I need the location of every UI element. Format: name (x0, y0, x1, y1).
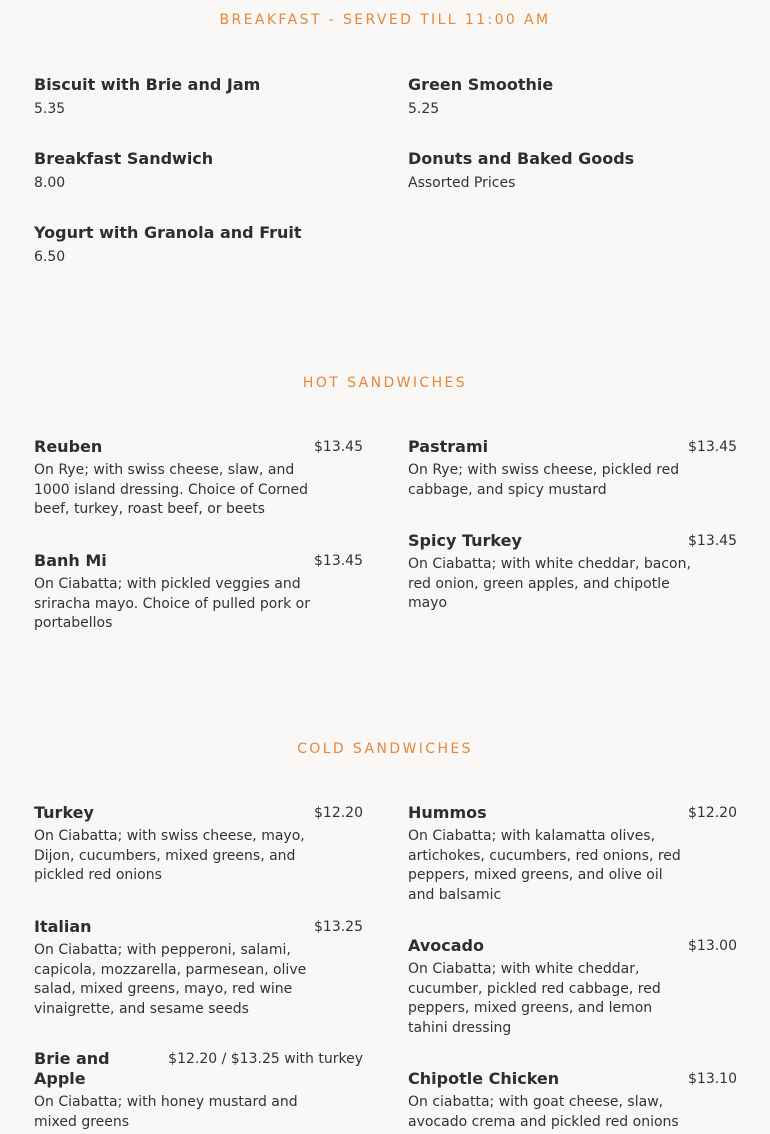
item-description: On Ciabatta; with white cheddar, cucumber, pickled red cabbage, red peppers, mixed greens, and lemon tahini dressing (408, 961, 661, 1036)
item-name: Reuben (34, 437, 103, 456)
item-name: Hummos (408, 803, 487, 822)
menu-item (34, 551, 363, 634)
item-name: Donuts and Baked Goods (408, 149, 635, 168)
item-name: Pastrami (408, 437, 489, 456)
item-description: On Ciabatta; with honey mustard and mixed greens (34, 1094, 298, 1130)
item-price: 8.00 (34, 175, 66, 191)
hot-sandwiches-section-title: HOT SANDWICHES (302, 375, 468, 391)
item-price: $12.20 / $13.25 with turkey (168, 1051, 363, 1067)
item-price: $12.20 (688, 805, 737, 821)
item-name: Spicy Turkey (408, 531, 522, 550)
menu-item (34, 149, 363, 193)
item-price: Assorted Prices (408, 175, 516, 191)
menu-item (408, 531, 737, 614)
menu-item (34, 223, 363, 267)
item-name: Italian (34, 917, 92, 936)
item-price: 6.50 (34, 249, 66, 265)
item-description: On Ciabatta; with white cheddar, bacon, red onion, green apples, and chipotle mayo (408, 556, 691, 611)
item-description: On Ciabatta; with pepperoni, salami, capicola, mozzarella, parmesean, olive salad, mixed greens, mayo, red wine vinaigrette, and sesame seeds (34, 942, 307, 1017)
item-description: On Ciabatta; with kalamatta olives, artichokes, cucumbers, red onions, red peppers, mixed greens, and olive oil and balsamic (408, 828, 681, 903)
item-name: Yogurt with Granola and Fruit (34, 223, 302, 242)
item-name: Banh Mi (34, 551, 107, 570)
item-price: $13.45 (314, 439, 363, 455)
menu-item (408, 75, 737, 119)
item-description: On Ciabatta; with swiss cheese, mayo, Dijon, cucumbers, mixed greens, and pickled red onions (34, 828, 305, 883)
item-price: $13.45 (688, 439, 737, 455)
menu-item (408, 437, 737, 500)
item-price: $13.10 (688, 1071, 737, 1087)
item-price: $13.25 (314, 919, 363, 935)
item-name: Brie and Apple (34, 1049, 110, 1088)
item-price: 5.25 (408, 101, 440, 117)
item-name: Biscuit with Brie and Jam (34, 75, 261, 94)
item-name: Avocado (408, 936, 484, 955)
menu-item (408, 149, 737, 193)
cold-sandwiches-section-title: COLD SANDWICHES (297, 741, 473, 757)
menu-item (408, 936, 737, 1038)
item-price: 5.35 (34, 101, 66, 117)
menu-item (34, 917, 363, 1019)
item-description: On ciabatta; with goat cheese, slaw, avocado crema and pickled red onions (408, 1094, 679, 1130)
item-price: $13.45 (314, 553, 363, 569)
item-name: Turkey (34, 803, 94, 822)
menu-item (34, 75, 363, 119)
menu-item (34, 437, 363, 520)
menu-item (34, 1049, 363, 1132)
menu-item (408, 803, 737, 905)
menu-item (34, 803, 363, 886)
menu-item (408, 1069, 737, 1132)
item-price: $12.20 (314, 805, 363, 821)
item-name: Green Smoothie (408, 75, 554, 94)
item-price: $13.45 (688, 533, 737, 549)
item-name: Breakfast Sandwich (34, 149, 214, 168)
item-description: On Rye; with swiss cheese, slaw, and 1000 island dressing. Choice of Corned beef, turkey, roast beef, or beets (34, 462, 309, 517)
breakfast-section-title: BREAKFAST - SERVED TILL 11:00 AM (219, 12, 551, 28)
item-name: Chipotle Chicken (408, 1069, 560, 1088)
item-description: On Rye; with swiss cheese, pickled red cabbage, and spicy mustard (408, 462, 680, 498)
item-description: On Ciabatta; with pickled veggies and sriracha mayo. Choice of pulled pork or portabellos (34, 576, 310, 631)
item-price: $13.00 (688, 938, 737, 954)
